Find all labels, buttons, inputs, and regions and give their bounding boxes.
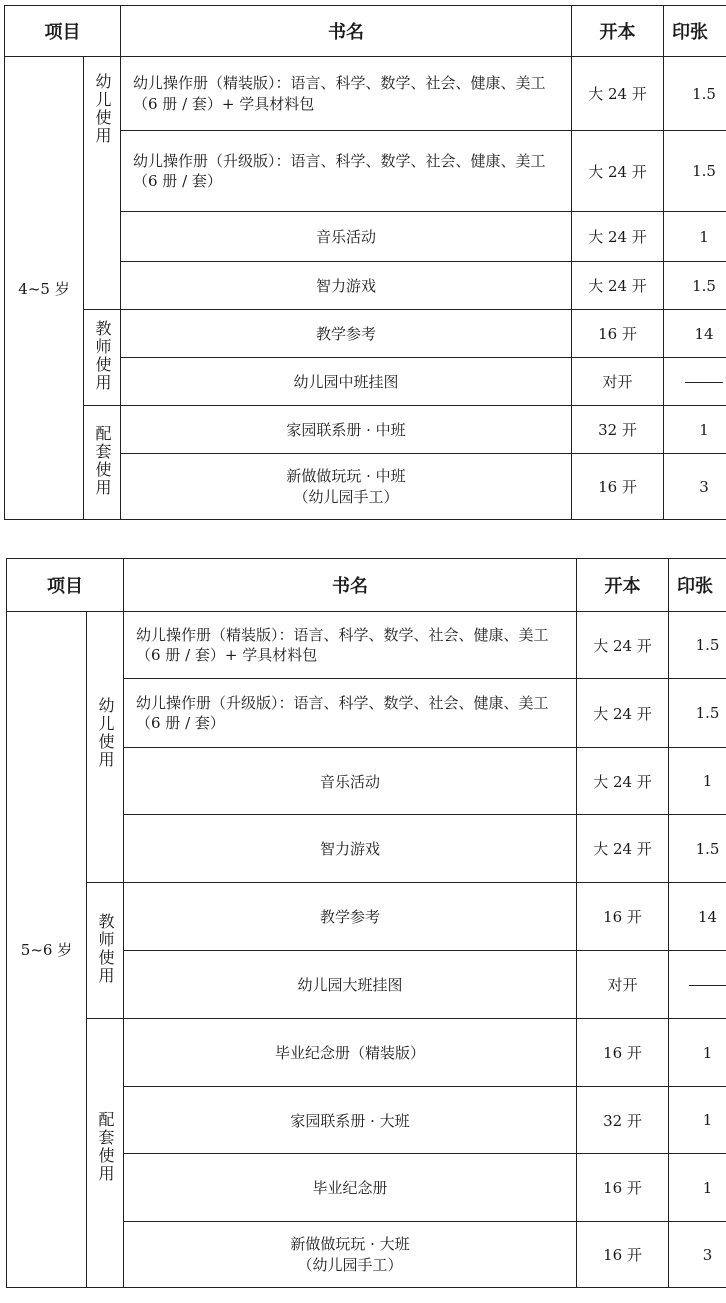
- header-format: 开本: [572, 6, 664, 57]
- book-sheets: 1.5: [669, 679, 726, 748]
- book-sheets: 1: [669, 1154, 726, 1222]
- table-row: [5, 406, 726, 454]
- book-title: 幼儿园中班挂图: [121, 358, 572, 406]
- group-label: 幼儿使用: [87, 612, 124, 883]
- table-row: [5, 57, 726, 131]
- book-title: 智力游戏: [124, 815, 577, 883]
- book-sheets: 1: [669, 1087, 726, 1154]
- book-sheets: 1.5: [664, 262, 726, 310]
- table-header-row: [7, 559, 726, 612]
- book-format: 大 24 开: [572, 131, 664, 212]
- book-title: 音乐活动: [124, 748, 577, 815]
- dash-mark: [685, 382, 723, 383]
- book-sheets: 1.5: [669, 612, 726, 679]
- age-cell: 5~6 岁: [7, 612, 87, 1288]
- book-title: 音乐活动: [121, 212, 572, 262]
- book-format: 16 开: [577, 1154, 669, 1222]
- header-format: 开本: [577, 559, 669, 612]
- age-cell: 4~5 岁: [5, 57, 84, 520]
- table-row: [7, 612, 726, 679]
- book-format: 16 开: [577, 883, 669, 951]
- book-sheets: 14: [664, 310, 726, 358]
- book-sheets: 1.5: [664, 131, 726, 212]
- book-sheets: 1.5: [669, 815, 726, 883]
- book-title: 幼儿操作册（升级版）：语言、科学、数学、社会、健康、美工（6 册 / 套）: [121, 131, 572, 212]
- book-format: 对开: [577, 951, 669, 1019]
- book-sheets: [664, 358, 726, 406]
- book-sheets: 3: [664, 454, 726, 520]
- book-sheets: 1: [664, 406, 726, 454]
- group-label: 教师使用: [84, 310, 121, 406]
- book-table-4-5: [4, 5, 726, 520]
- book-format: 大 24 开: [577, 748, 669, 815]
- book-sheets: 3: [669, 1222, 726, 1288]
- table-row: [7, 883, 726, 951]
- book-sheets: [669, 951, 726, 1019]
- book-sheets: 1.5: [664, 57, 726, 131]
- header-sheets: 印张: [669, 559, 726, 612]
- book-title: 家园联系册 · 大班: [124, 1087, 577, 1154]
- book-sheets: 14: [669, 883, 726, 951]
- book-title: 新做做玩玩 · 大班 （幼儿园手工）: [124, 1222, 577, 1288]
- book-format: 16 开: [572, 454, 664, 520]
- book-title: 毕业纪念册: [124, 1154, 577, 1222]
- book-format: 大 24 开: [577, 815, 669, 883]
- group-label: 配套使用: [87, 1019, 124, 1288]
- group-label: 配套使用: [84, 406, 121, 520]
- book-title: 智力游戏: [121, 262, 572, 310]
- book-format: 大 24 开: [572, 262, 664, 310]
- book-format: 大 24 开: [572, 212, 664, 262]
- book-title: 幼儿操作册（精装版）：语言、科学、数学、社会、健康、美工（6 册 / 套）+ 学具材料包: [124, 612, 577, 679]
- dash-mark: [689, 985, 726, 986]
- header-title: 书名: [124, 559, 577, 612]
- book-format: 大 24 开: [572, 57, 664, 131]
- book-title: 教学参考: [124, 883, 577, 951]
- book-table-5-6: [6, 558, 726, 1288]
- book-format: 16 开: [577, 1019, 669, 1087]
- book-format: 16 开: [572, 310, 664, 358]
- book-format: 16 开: [577, 1222, 669, 1288]
- book-title: 家园联系册 · 中班: [121, 406, 572, 454]
- book-sheets: 1: [669, 748, 726, 815]
- table-row: [5, 310, 726, 358]
- book-title: 毕业纪念册（精装版）: [124, 1019, 577, 1087]
- book-sheets: 1: [669, 1019, 726, 1087]
- group-label: 教师使用: [87, 883, 124, 1019]
- book-title: 幼儿操作册（精装版）：语言、科学、数学、社会、健康、美工（6 册 / 套）+ 学具材料包: [121, 57, 572, 131]
- table-header-row: [5, 6, 726, 57]
- header-item: 项目: [5, 6, 121, 57]
- book-format: 大 24 开: [577, 612, 669, 679]
- book-title: 新做做玩玩 · 中班 （幼儿园手工）: [121, 454, 572, 520]
- book-title: 幼儿操作册（升级版）：语言、科学、数学、社会、健康、美工（6 册 / 套）: [124, 679, 577, 748]
- book-title: 幼儿园大班挂图: [124, 951, 577, 1019]
- book-format: 对开: [572, 358, 664, 406]
- book-title: 教学参考: [121, 310, 572, 358]
- header-sheets: 印张: [664, 6, 726, 57]
- book-format: 32 开: [572, 406, 664, 454]
- header-title: 书名: [121, 6, 572, 57]
- table-row: [7, 1019, 726, 1087]
- book-format: 大 24 开: [577, 679, 669, 748]
- header-item: 项目: [7, 559, 124, 612]
- book-format: 32 开: [577, 1087, 669, 1154]
- group-label: 幼儿使用: [84, 57, 121, 310]
- book-sheets: 1: [664, 212, 726, 262]
